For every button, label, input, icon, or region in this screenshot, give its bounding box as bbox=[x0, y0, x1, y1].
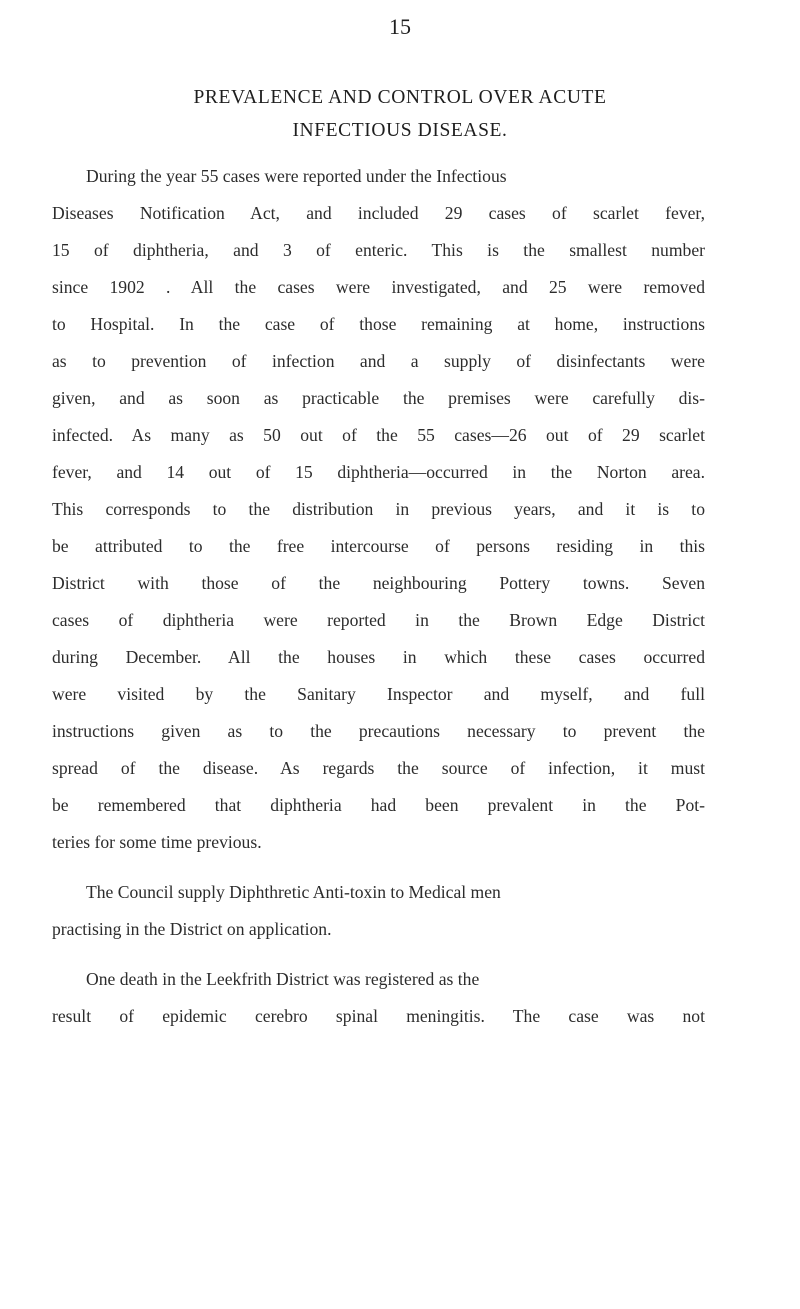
paragraph-line: be remembered that diphtheria had been prevalent in the Pot- bbox=[52, 795, 705, 815]
paragraph-line: were visited by the Sanitary Inspector and myself, and full bbox=[52, 684, 705, 704]
paragraph-line: fever, and 14 out of 15 diphtheria—occurred in the Norton area. bbox=[52, 462, 705, 482]
section-heading-line-2: INFECTIOUS DISEASE. bbox=[292, 120, 508, 141]
paragraph-line: District with those of the neighbouring Pottery towns. Seven bbox=[52, 573, 705, 593]
paragraph-line: During the year 55 cases were reported under the Infectious bbox=[86, 166, 507, 186]
paragraph-line: Diseases Notification Act, and included 29 cases of scarlet fever, bbox=[52, 203, 705, 223]
paragraph-line: 15 of diphtheria, and 3 of enteric. This is the smallest number bbox=[52, 240, 705, 260]
paragraph-line: infected. As many as 50 out of the 55 cases—26 out of 29 scarlet bbox=[52, 425, 705, 445]
paragraph-line: since 1902 . All the cases were investigated, and 25 were removed bbox=[52, 277, 705, 297]
paragraph-line: to Hospital. In the case of those remaining at home, instructions bbox=[52, 314, 705, 334]
paragraph-line: This corresponds to the distribution in previous years, and it is to bbox=[52, 499, 705, 519]
paragraph-line: One death in the Leekfrith District was registered as the bbox=[86, 969, 480, 989]
paragraph-line: during December. All the houses in which these cases occurred bbox=[52, 647, 705, 667]
paragraph-line: be attributed to the free intercourse of persons residing in this bbox=[52, 536, 705, 556]
page-number: 15 bbox=[389, 14, 411, 39]
paragraph-line: instructions given as to the precautions necessary to prevent the bbox=[52, 721, 705, 741]
paragraph-line: given, and as soon as practicable the premises were carefully dis- bbox=[52, 388, 705, 408]
section-heading-line-1: PREVALENCE AND CONTROL OVER ACUTE bbox=[193, 87, 607, 108]
paragraph-line: result of epidemic cerebro spinal meningitis. The case was not bbox=[52, 1006, 705, 1026]
paragraph-line: practising in the District on application. bbox=[52, 919, 332, 939]
paragraph-line: as to prevention of infection and a supply of disinfectants were bbox=[52, 351, 705, 371]
paragraph-line: The Council supply Diphthretic Anti-toxin to Medical men bbox=[86, 882, 501, 902]
paragraph-line: teries for some time previous. bbox=[52, 832, 262, 852]
paragraph-line: cases of diphtheria were reported in the Brown Edge District bbox=[52, 610, 705, 630]
paragraph-line: spread of the disease. As regards the source of infection, it must bbox=[52, 758, 705, 778]
